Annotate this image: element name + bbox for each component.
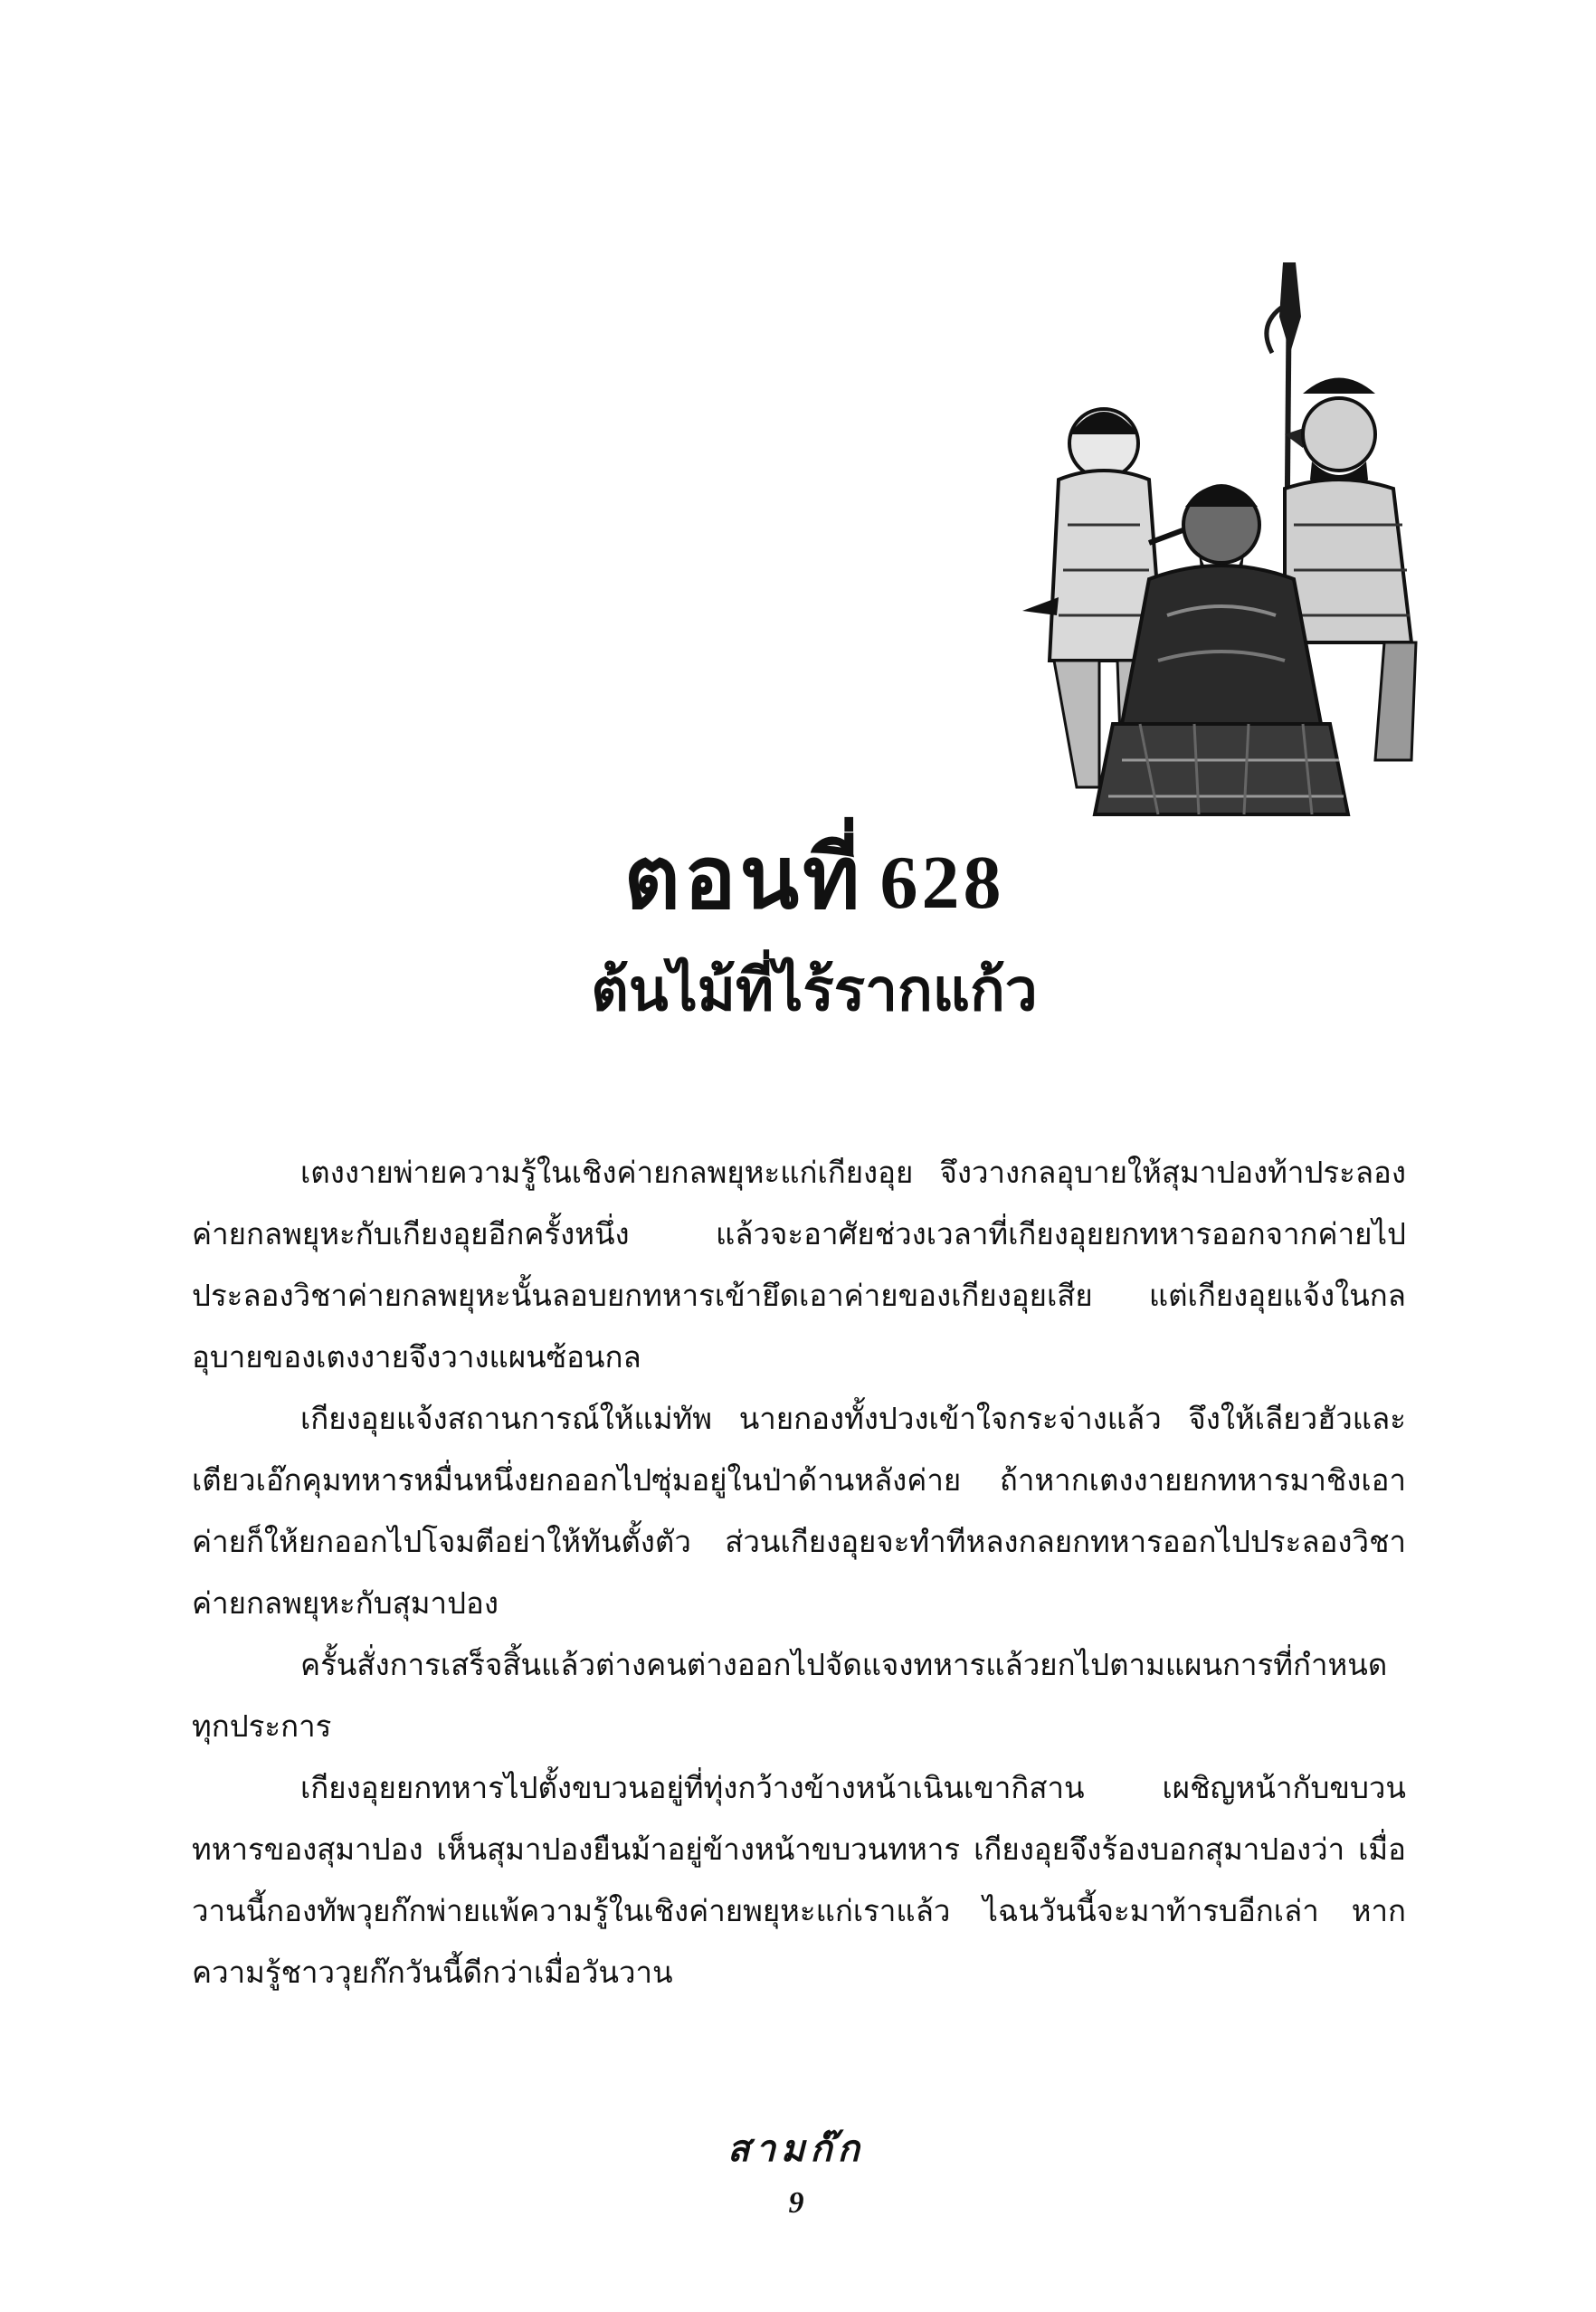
- page-number: 9: [788, 2186, 804, 2220]
- footer-book-title: สามก๊ก: [727, 2127, 865, 2170]
- paragraph: เตงงายพ่ายความรู้ในเชิงค่ายกลพยุหะแก่เกียงอุย จึงวางกลอุบายให้สุมาปองท้าประลองค่ายกลพยุหะกับเกียงอุยอีกครั้งหนึ่ง แล้วจะอาศัยช่วงเวลาที่เกียงอุยยกทหารออกจากค่ายไปประลองวิชาค่ายกลพยุหะนั้นลอบยกทหารเข้ายึดเอาค่ายของเกียงอุยเสีย แต่เกียงอุยแจ้งในกลอุบายของเตงงายจึงวางแผนซ้อนกล: [192, 1155, 1406, 1375]
- paragraph: ครั้นสั่งการเสร็จสิ้นแล้วต่างคนต่างออกไปจัดแจงทหารแล้วยกไปตามแผนการที่กำหนดทุกประการ: [192, 1647, 1388, 1744]
- chapter-heading-label: ตอนที่: [623, 826, 864, 928]
- chapter-heading: [579, 819, 1050, 937]
- paragraph: เกียงอุยแจ้งสถานการณ์ให้แม่ทัพ นายกองทั้งปวงเข้าใจกระจ่างแล้ว จึงให้เลียวฮัวและเตียวเอ๊กคุมทหารหมื่นหนึ่งยกออกไปซุ่มอยู่ในป่าด้านหลังค่าย ถ้าหากเตงงายยกทหารมาชิงเอาค่ายก็ให้ยกออกไปโจมตีอย่าให้ทันตั้งตัว ส่วนเกียงอุยจะทำทีหลงกลยกทหารออกไปประลองวิชาค่ายกลพยุหะกับสุมาปอง: [192, 1401, 1406, 1621]
- chapter-title: ต้นไม้ที่ไร้รากแก้ว: [591, 956, 1038, 1024]
- three-generals-illustration: [1013, 253, 1430, 833]
- body-text: [192, 1142, 1406, 2003]
- paragraph: เกียงอุยยกทหารไปตั้งขบวนอยู่ที่ทุ่งกว้างข้างหน้าเนินเขากิสาน เผชิญหน้ากับขบวนทหารของสุมาปอง เห็นสุมาปองยืนม้าอยู่ข้างหน้าขบวนทหาร เกียงอุยจึงร้องบอกสุมาปองว่า เมื่อวานนี้กองทัพวุยก๊กพ่ายแพ้ความรู้ในเชิงค่ายพยุหะแก่เราแล้ว ไฉนวันนี้จะมาท้ารบอีกเล่า หากความรู้ชาววุยก๊กวันนี้ดีกว่าเมื่อวันวาน: [192, 1770, 1406, 1990]
- chapter-number: 628: [879, 841, 1005, 925]
